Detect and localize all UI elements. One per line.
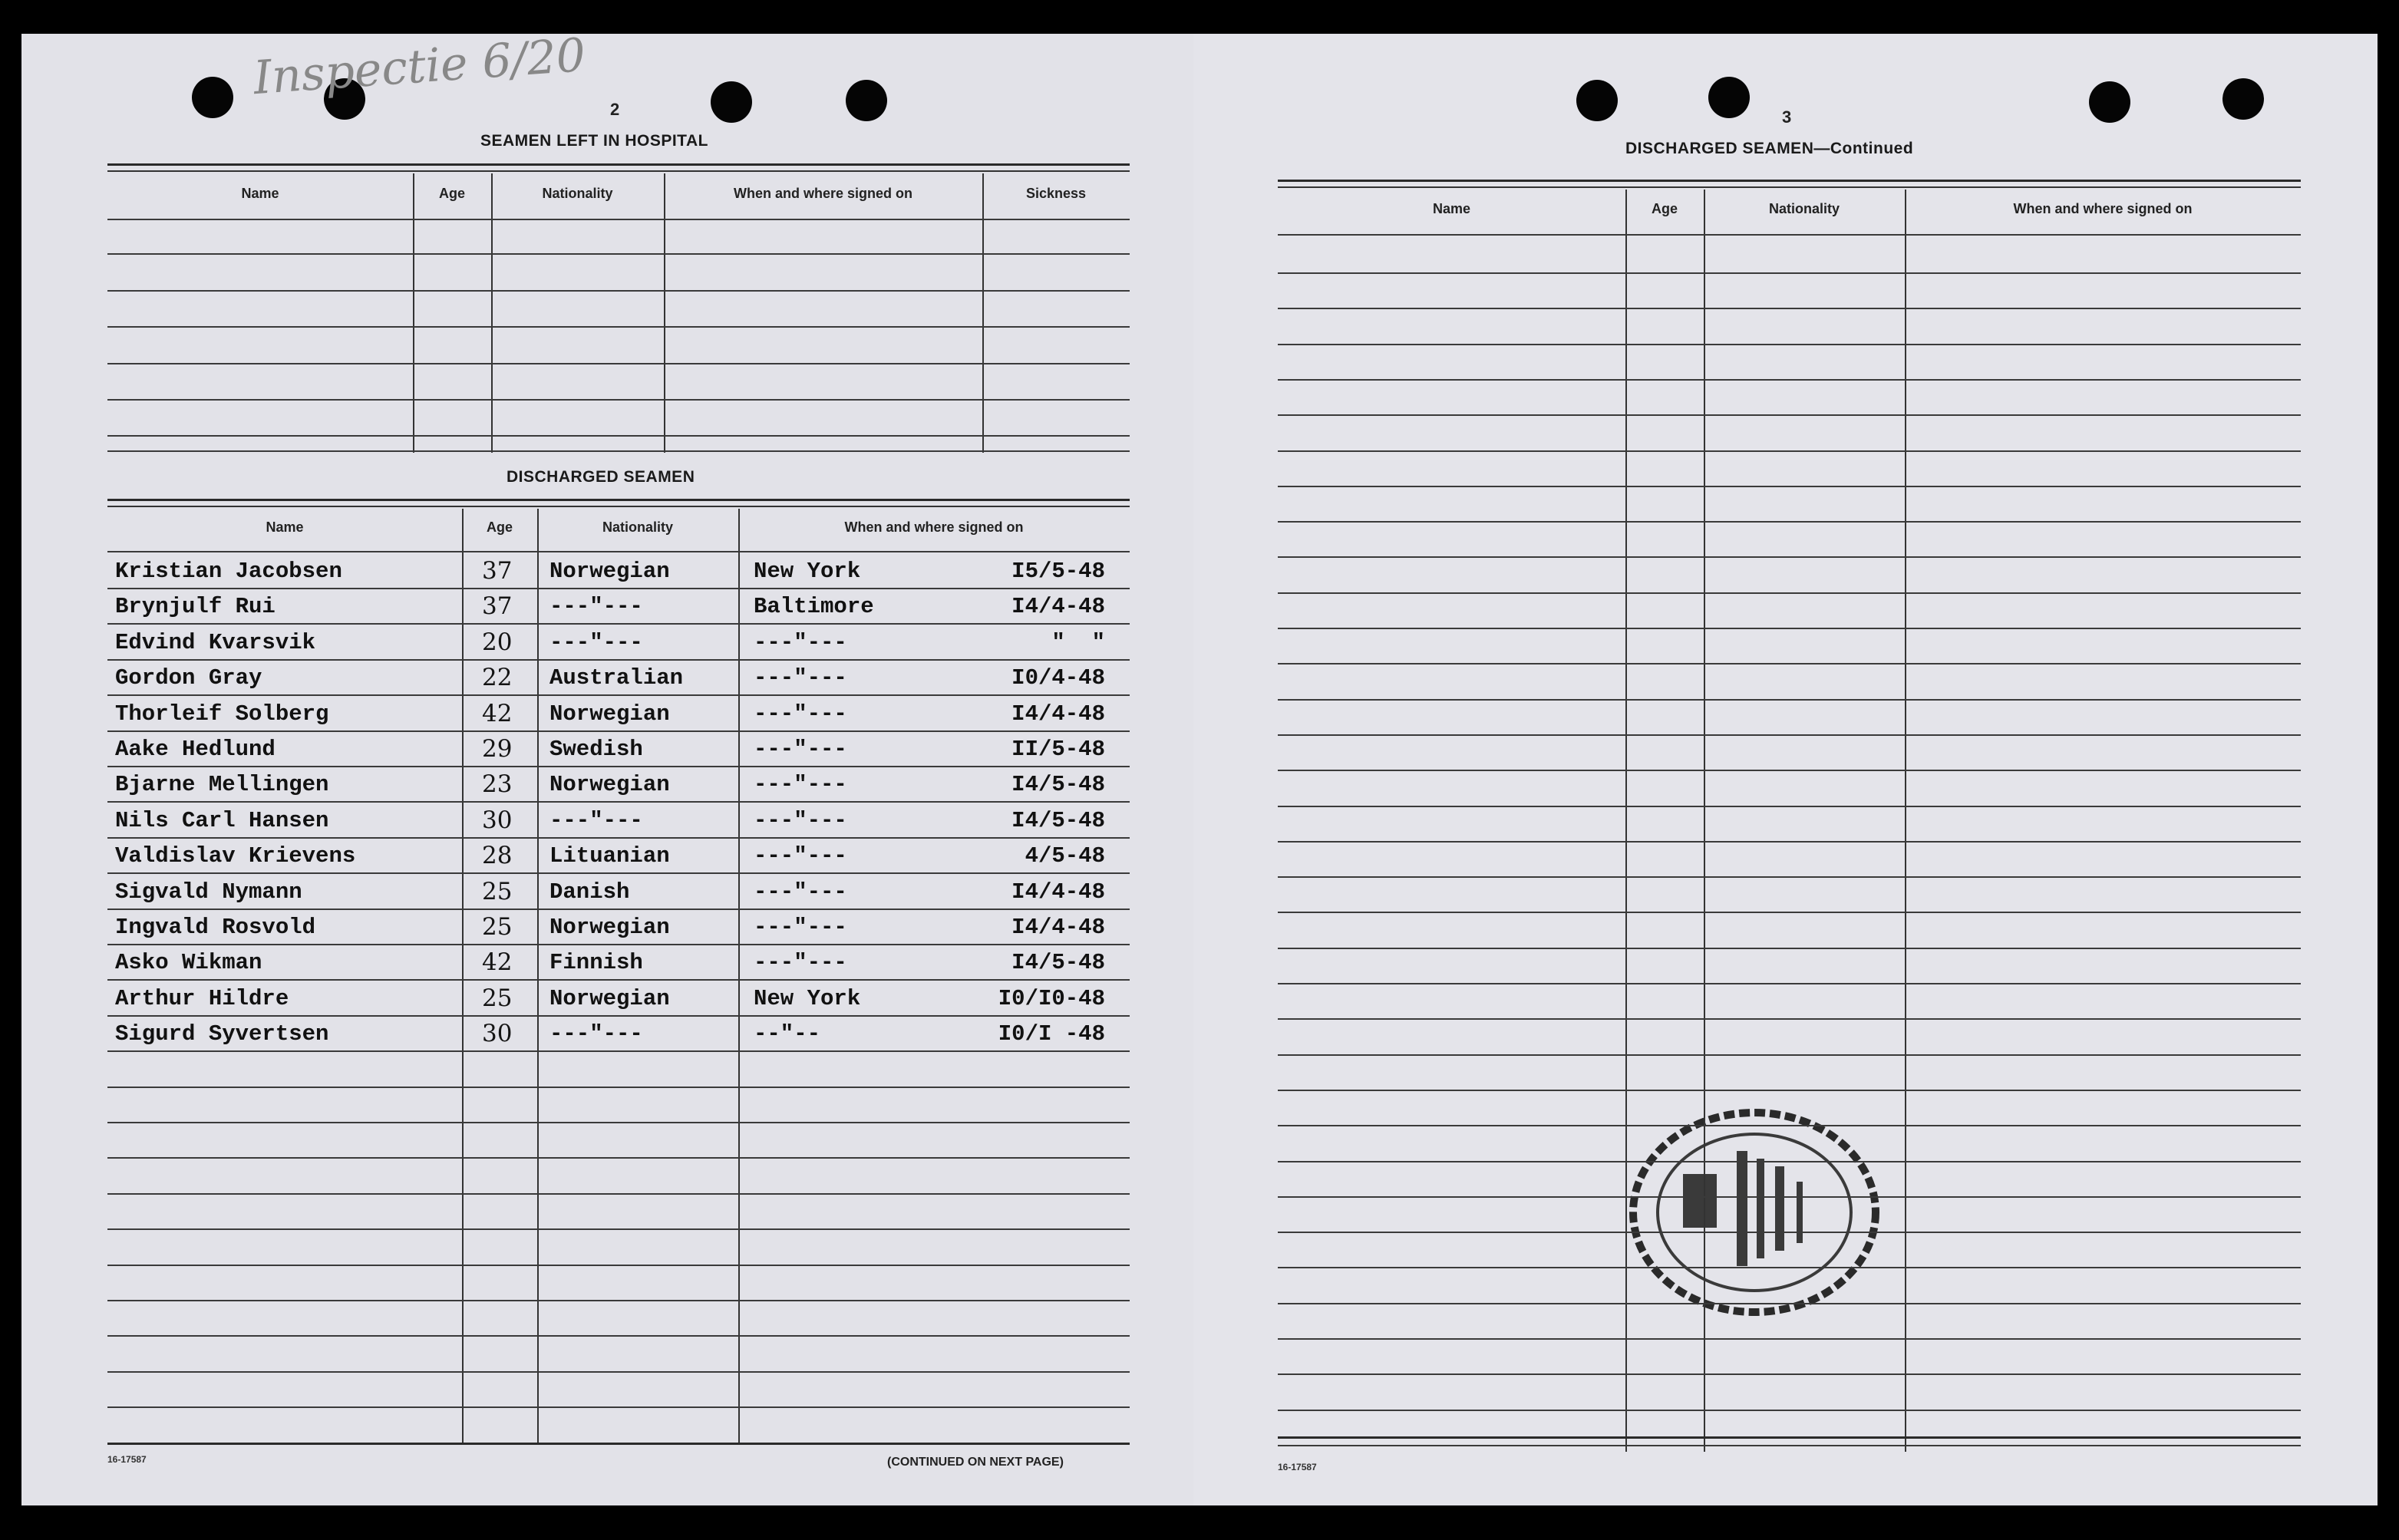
hospital-column-header: Nationality bbox=[542, 186, 613, 201]
right-column-header: Age bbox=[1651, 201, 1678, 216]
ruled-line bbox=[107, 1300, 1130, 1301]
signed-on-place: ---"--- bbox=[754, 665, 847, 691]
seaman-nationality: Norwegian bbox=[549, 772, 670, 797]
punch-hole bbox=[2089, 81, 2130, 123]
ruled-line bbox=[107, 694, 1130, 696]
signed-on-date: I4/4-48 bbox=[1011, 879, 1105, 905]
punch-hole bbox=[1708, 77, 1750, 118]
ruled-line bbox=[107, 979, 1130, 981]
ruled-line bbox=[107, 450, 1130, 452]
seaman-name: Sigurd Syvertsen bbox=[115, 1021, 329, 1047]
form-number-right: 16-17587 bbox=[1278, 1462, 1317, 1472]
hospital-section-title: SEAMEN LEFT IN HOSPITAL bbox=[480, 132, 708, 150]
signed-on-place: ---"--- bbox=[754, 701, 847, 727]
ruled-line bbox=[107, 730, 1130, 732]
ruled-line bbox=[1278, 308, 2301, 309]
seaman-nationality: Norwegian bbox=[549, 559, 670, 584]
ruled-line bbox=[1278, 912, 2301, 913]
seaman-nationality: Lituanian bbox=[549, 843, 670, 869]
seaman-nationality: Norwegian bbox=[549, 915, 670, 940]
seaman-nationality: Swedish bbox=[549, 737, 643, 762]
signed-on-date: II/5-48 bbox=[1011, 737, 1105, 762]
signed-on-place: New York bbox=[754, 986, 861, 1011]
ruled-line bbox=[1278, 1161, 2301, 1162]
hospital-column-header: Sickness bbox=[1025, 186, 1087, 201]
bottom-rule bbox=[107, 1443, 1130, 1445]
ruled-line bbox=[107, 1193, 1130, 1195]
seaman-age: 20 bbox=[482, 628, 513, 656]
punch-hole bbox=[711, 81, 752, 123]
signed-on-date: I4/5-48 bbox=[1011, 772, 1105, 797]
signed-on-place: ---"--- bbox=[754, 772, 847, 797]
seaman-name: Thorleif Solberg bbox=[115, 701, 329, 727]
seaman-nationality: Norwegian bbox=[549, 701, 670, 727]
seaman-age: 25 bbox=[482, 913, 513, 941]
seaman-name: Nils Carl Hansen bbox=[115, 808, 329, 833]
discharged-column-header: Age bbox=[486, 519, 513, 535]
seaman-nationality: ---"--- bbox=[549, 594, 643, 619]
signed-on-date: I4/5-48 bbox=[1011, 950, 1105, 975]
ruled-line bbox=[107, 837, 1130, 839]
ruled-line bbox=[1278, 1054, 2301, 1056]
ruled-line bbox=[1278, 1338, 2301, 1340]
signed-on-date: I4/4-48 bbox=[1011, 915, 1105, 940]
seaman-name: Aake Hedlund bbox=[115, 737, 276, 762]
ruled-line bbox=[1278, 770, 2301, 771]
seaman-age: 30 bbox=[482, 1020, 513, 1047]
seaman-nationality: ---"--- bbox=[549, 808, 643, 833]
column-divider bbox=[491, 173, 493, 453]
signed-on-place: --"-- bbox=[754, 1021, 821, 1047]
signed-on-place: ---"--- bbox=[754, 630, 847, 655]
seaman-age: 37 bbox=[482, 592, 513, 620]
signed-on-place: ---"--- bbox=[754, 737, 847, 762]
ruled-line bbox=[107, 659, 1130, 661]
ruled-line bbox=[1278, 1232, 2301, 1233]
signed-on-date: 4/5-48 bbox=[1025, 843, 1105, 869]
ruled-line bbox=[107, 766, 1130, 767]
ruled-line bbox=[1278, 1373, 2301, 1375]
ruled-line bbox=[107, 909, 1130, 910]
ruled-line bbox=[1278, 1410, 2301, 1411]
seaman-name: Kristian Jacobsen bbox=[115, 559, 342, 584]
ruled-line bbox=[107, 1157, 1130, 1159]
discharged-section-title: DISCHARGED SEAMEN bbox=[507, 468, 695, 486]
discharged-column-header: When and where signed on bbox=[844, 519, 1024, 535]
ruled-line bbox=[107, 1087, 1130, 1088]
ruled-line bbox=[1278, 1303, 2301, 1304]
seaman-age: 22 bbox=[482, 664, 513, 691]
ruled-line bbox=[1278, 628, 2301, 629]
hospital-column-header: When and where signed on bbox=[733, 186, 913, 201]
signed-on-place: ---"--- bbox=[754, 808, 847, 833]
ruled-line bbox=[1278, 272, 2301, 274]
ruled-line bbox=[1278, 450, 2301, 452]
signed-on-place: ---"--- bbox=[754, 843, 847, 869]
ruled-line bbox=[107, 1335, 1130, 1337]
right-column-header: When and where signed on bbox=[2013, 201, 2193, 216]
seaman-name: Brynjulf Rui bbox=[115, 594, 276, 619]
bottom-rule bbox=[1278, 1436, 2301, 1439]
page-number-left: 2 bbox=[610, 100, 620, 119]
ruled-line bbox=[107, 1050, 1130, 1052]
signed-on-date: I4/4-48 bbox=[1011, 594, 1105, 619]
form-number-left: 16-17587 bbox=[107, 1454, 147, 1465]
seaman-nationality: Norwegian bbox=[549, 986, 670, 1011]
right-column-header: Nationality bbox=[1768, 201, 1840, 216]
ruled-line bbox=[107, 872, 1130, 874]
seaman-nationality: Danish bbox=[549, 879, 630, 905]
punch-hole bbox=[2222, 78, 2264, 120]
ruled-line bbox=[1278, 1267, 2301, 1268]
seaman-name: Asko Wikman bbox=[115, 950, 262, 975]
ruled-line bbox=[107, 399, 1130, 401]
ruled-line bbox=[107, 801, 1130, 803]
seaman-name: Bjarne Mellingen bbox=[115, 772, 329, 797]
signed-on-date: I0/I -48 bbox=[998, 1021, 1105, 1047]
hospital-column-header: Name bbox=[241, 186, 279, 201]
continued-footer: (CONTINUED ON NEXT PAGE) bbox=[887, 1456, 1064, 1469]
seaman-name: Arthur Hildre bbox=[115, 986, 289, 1011]
ruled-line bbox=[1278, 379, 2301, 381]
ruled-line bbox=[1278, 1445, 2301, 1446]
seaman-name: Ingvald Rosvold bbox=[115, 915, 316, 940]
seaman-age: 29 bbox=[482, 735, 513, 763]
seaman-age: 25 bbox=[482, 984, 513, 1012]
seaman-name: Edvind Kvarsvik bbox=[115, 630, 316, 655]
signed-on-place: ---"--- bbox=[754, 915, 847, 940]
ruled-line bbox=[107, 326, 1130, 328]
ruled-line bbox=[1278, 699, 2301, 701]
ruled-line bbox=[107, 219, 1130, 220]
seaman-nationality: ---"--- bbox=[549, 630, 643, 655]
column-divider bbox=[982, 173, 984, 453]
ruled-line bbox=[1278, 983, 2301, 984]
seaman-age: 28 bbox=[482, 842, 513, 869]
ruled-line bbox=[1278, 663, 2301, 664]
ruled-line bbox=[1278, 556, 2301, 558]
seaman-age: 30 bbox=[482, 806, 513, 834]
page-number-right: 3 bbox=[1782, 107, 1792, 127]
seaman-age: 37 bbox=[482, 557, 513, 585]
seaman-name: Sigvald Nymann bbox=[115, 879, 302, 905]
ruled-line bbox=[1278, 344, 2301, 345]
right-section-title: DISCHARGED SEAMEN—Continued bbox=[1625, 140, 1914, 157]
ruled-line bbox=[107, 1265, 1130, 1266]
ruled-line bbox=[107, 588, 1130, 589]
signed-on-place: ---"--- bbox=[754, 879, 847, 905]
header-rule bbox=[1278, 234, 2301, 236]
ruled-line bbox=[1278, 486, 2301, 487]
ruled-line bbox=[107, 1371, 1130, 1373]
hospital-column-header: Age bbox=[438, 186, 466, 201]
ruled-line bbox=[107, 1015, 1130, 1017]
signed-on-place: Baltimore bbox=[754, 594, 874, 619]
punch-hole bbox=[192, 77, 233, 118]
ruled-line bbox=[107, 363, 1130, 364]
ruled-line bbox=[107, 1122, 1130, 1123]
ruled-line bbox=[1278, 414, 2301, 416]
ruled-line bbox=[1278, 948, 2301, 949]
ruled-line bbox=[1278, 592, 2301, 594]
column-divider bbox=[537, 509, 539, 1444]
discharged-column-header: Nationality bbox=[602, 519, 674, 535]
seaman-age: 25 bbox=[482, 878, 513, 905]
signed-on-date: I0/I0-48 bbox=[998, 986, 1105, 1011]
header-rule bbox=[107, 551, 1130, 552]
ruled-line bbox=[107, 253, 1130, 255]
ruled-line bbox=[1278, 806, 2301, 807]
ruled-line bbox=[1278, 876, 2301, 878]
seaman-name: Valdislav Krievens bbox=[115, 843, 356, 869]
seaman-age: 23 bbox=[482, 770, 513, 798]
ruled-line bbox=[107, 623, 1130, 625]
seaman-age: 42 bbox=[482, 700, 513, 727]
signed-on-date: I4/5-48 bbox=[1011, 808, 1105, 833]
signed-on-place: New York bbox=[754, 559, 861, 584]
punch-hole bbox=[846, 80, 887, 121]
column-divider bbox=[664, 173, 665, 453]
seaman-nationality: Australian bbox=[549, 665, 684, 691]
seaman-age: 42 bbox=[482, 948, 513, 976]
ruled-line bbox=[1278, 1090, 2301, 1091]
ruled-line bbox=[1278, 1018, 2301, 1020]
ruled-line bbox=[1278, 521, 2301, 523]
signed-on-date: I0/4-48 bbox=[1011, 665, 1105, 691]
punch-hole bbox=[1576, 80, 1618, 121]
seaman-nationality: Finnish bbox=[549, 950, 643, 975]
ruled-line bbox=[1278, 1125, 2301, 1126]
signed-on-date: I4/4-48 bbox=[1011, 701, 1105, 727]
discharged-column-header: Name bbox=[266, 519, 304, 535]
signed-on-date: I5/5-48 bbox=[1011, 559, 1105, 584]
signed-on-place: ---"--- bbox=[754, 950, 847, 975]
ruled-line bbox=[107, 290, 1130, 292]
ruled-line bbox=[107, 1406, 1130, 1408]
ruled-line bbox=[1278, 734, 2301, 736]
column-divider bbox=[462, 509, 464, 1444]
right-column-header: Name bbox=[1432, 201, 1471, 216]
ruled-line bbox=[107, 1228, 1130, 1230]
ruled-line bbox=[107, 944, 1130, 945]
pencil-annotation: Inspectie 6/20 bbox=[252, 28, 588, 106]
ruled-line bbox=[1278, 841, 2301, 843]
seaman-nationality: ---"--- bbox=[549, 1021, 643, 1047]
signed-on-date: " " bbox=[1051, 630, 1105, 655]
consular-stamp bbox=[1622, 1097, 1887, 1327]
seaman-name: Gordon Gray bbox=[115, 665, 262, 691]
column-divider bbox=[413, 173, 414, 453]
column-divider bbox=[738, 509, 740, 1444]
ruled-line bbox=[107, 435, 1130, 437]
ruled-line bbox=[1278, 1196, 2301, 1198]
